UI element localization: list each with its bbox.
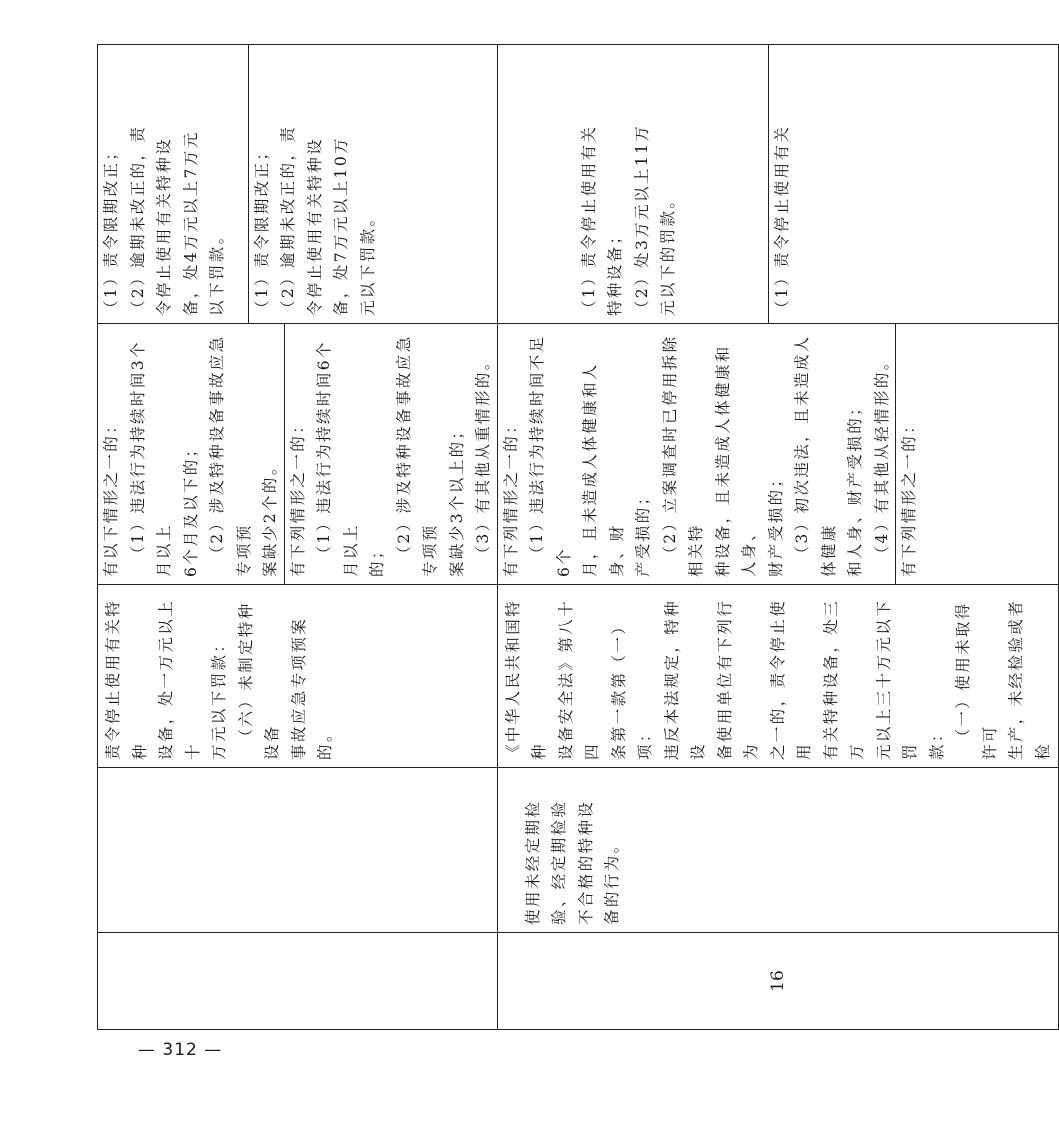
circumstance-line: （1）违法行为持续时间3个月以上 [128,340,173,577]
penalty-line: 备，处4万元以上7万元 [181,130,200,316]
basis-line: 元以上三十万元以下罚 [874,598,919,760]
penalty-line: 特种设备； [606,226,624,316]
circumstance-line: （1）违法行为持续时间不足6个 [528,334,573,577]
circumstance-line: 案缺少2个的。 [261,457,279,577]
circumstance-line: （1）违法行为持续时间6个月以上 [315,340,360,577]
penalty-cell [497,45,1059,324]
penalty-line: （1）责令停止使用有关 [773,124,791,316]
circumstance-line: （4）有其他从轻情形的。 [872,352,891,562]
penalty-line: 备，处7万元以上10万 [332,136,350,316]
violation-line: 验、经定期检验 [550,799,568,925]
penalty-line: （2）处3万元以上11万 [632,123,651,316]
penalty-text [498,52,682,316]
circumstance-line: 产受损的； [634,487,652,577]
circumstance-line: 案缺少3个以上的； [447,421,466,577]
penalty-block-2 [769,45,796,323]
penalty-subtable [98,45,396,323]
violation-cell [497,768,1059,933]
violation-line: 使用未经定期检 [523,799,542,925]
basis-line: 《中华人民共和国特种 [503,598,548,760]
rotated-table-container [97,92,1052,1030]
circumstance-block-1 [98,324,284,584]
penalty-table [97,44,1059,1030]
basis-line: 款： [927,724,946,760]
circumstance-line: 有下列情形之一的： [900,415,918,577]
penalty-line: 元以下的罚款。 [659,190,677,316]
penalty-subtable [498,45,796,323]
circumstance-cell [497,324,1059,585]
penalty-block-1 [98,45,248,323]
penalty-block-2 [248,45,396,323]
circumstance-subtable [98,324,497,584]
basis-line: （一）使用未取得许可 [954,601,999,760]
circumstance-line: 有下列情形之一的： [501,415,520,577]
basis-line: 设备安全法》第八十四 [556,598,601,760]
circumstance-line: （2）涉及特种设备事故应急专项预 [208,334,253,577]
basis-line: （六）未制定特种设备 [236,601,281,760]
circumstance-line: 财产受损的； [766,469,785,577]
penalty-line: 令停止使用有关特种设 [155,136,173,316]
circumstance-subtable [498,324,923,584]
basis-line: 事故应急专项预案的。 [289,616,334,760]
penalty-line: （2）逾期未改正的，责 [128,124,147,316]
circumstance-line: （3）初次违法，且未造成人体健康 [793,334,838,577]
violation-line: 备的行为。 [603,835,621,925]
table-row-continued [98,45,498,1030]
basis-line: 责令停止使用有关特种 [104,598,149,760]
table-row-16 [497,45,1059,1030]
violation-cell-empty [98,768,498,933]
basis-line: 设备，处一万元以上十 [157,598,202,760]
basis-line: 万元以下罚款： [210,634,228,760]
row-number-cell: 16 [497,933,1059,1030]
circumstance-line: 有以下情形之一的： [102,415,120,577]
circumstance-block-1 [498,324,896,584]
penalty-line: 令停止使用有关特种设 [305,136,324,316]
circumstance-line: （2）立案调查时已停用拆除相关特 [660,334,705,577]
legal-basis-cell [497,585,1059,768]
penalty-line: 以下罚款。 [208,226,226,316]
circumstance-line: 6个月及以下的； [181,439,200,577]
circumstance-line: 的； [368,541,386,577]
row-number-cell-empty [98,933,498,1030]
circumstance-line: （3）有其他从重情形的。 [474,352,492,562]
basis-line: 有关特种设备，处三万 [821,598,866,760]
penalty-line: （1）责令限期改正； [252,142,271,316]
penalty-line: 元以下罚款。 [358,208,377,316]
basis-line: 之一的，责令停止使用 [768,598,813,760]
basis-line: 备使用单位有下列行为 [715,598,760,760]
page-number: — 312 — [138,1040,223,1060]
circumstance-block-2 [896,324,923,584]
basis-line: 生产，未经检验或者检 [1007,598,1052,760]
circumstance-line: 月，且未造成人体健康和人身、财 [581,362,626,577]
basis-line: 违反本法规定，特种设 [662,598,707,760]
circumstance-cell [98,324,498,585]
circumstance-line: 和人身、财产受损的； [846,397,864,577]
penalty-line: （1）责令停止使用有关 [579,124,598,316]
circumstance-block-2 [284,324,497,584]
violation-line: 不合格的特种设 [576,799,595,925]
circumstance-line: 有下列情形之一的： [288,415,307,577]
circumstance-line: （2）涉及特种设备事故应急专项预 [394,334,439,577]
penalty-cell [98,45,498,324]
penalty-block-1 [498,45,769,323]
penalty-line: （2）逾期未改正的，责 [279,124,297,316]
penalty-line: （1）责令限期改正； [102,142,120,316]
legal-basis-cell [98,585,498,768]
basis-line: 条第一款第（一）项： [609,616,654,760]
circumstance-line: 种设备，且未造成人体健康和人身、 [713,344,758,577]
